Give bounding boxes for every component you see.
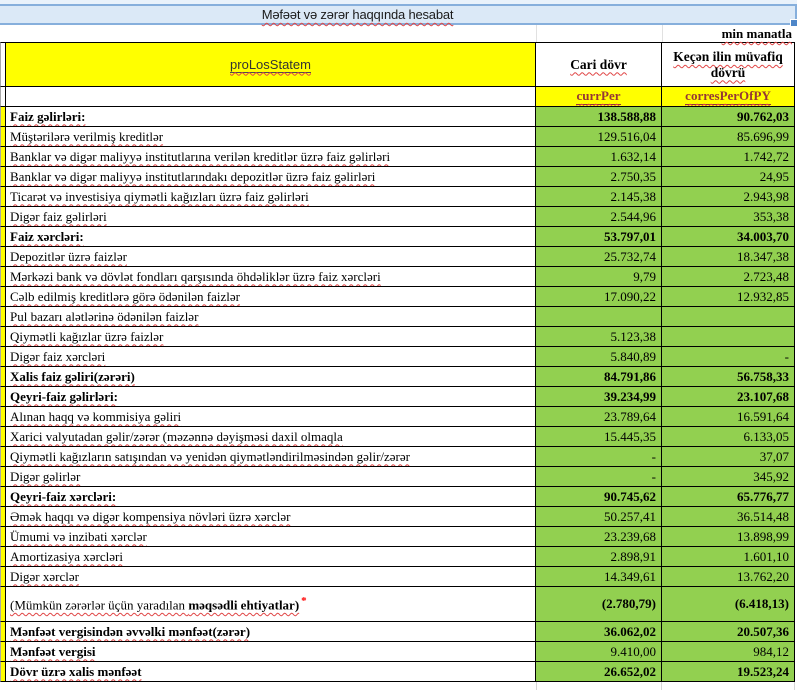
- value-previous-period: 37,07: [662, 447, 795, 467]
- row-label: Qeyri-faiz gəlirləri:: [6, 387, 536, 407]
- table-row: [0, 622, 795, 642]
- value-previous-period: 18.347,38: [662, 247, 795, 267]
- value-previous-period: 34.003,70: [662, 227, 795, 247]
- row-label: Pul bazarı alətlərinə ödənilən faizlər: [6, 307, 536, 327]
- table-row: [0, 387, 795, 407]
- row-label: Əmək haqqı və digər kompensiya növləri üzrə xərclər: [6, 507, 536, 527]
- col-header-current: Cari dövr: [536, 42, 662, 87]
- value-previous-period: [662, 327, 795, 347]
- value-previous-period: 90.762,03: [662, 107, 795, 127]
- value-previous-period: 36.514,48: [662, 507, 795, 527]
- row-label: Ümumi və inzibati xərclər: [6, 527, 536, 547]
- col-header-previous: Keçən ilin müvafiq dövrü: [662, 42, 795, 87]
- row-label: Digər faiz xərcləri: [6, 347, 536, 367]
- gridline: [662, 25, 663, 42]
- row-label: Alınan haqq və kommisiya gəliri: [6, 407, 536, 427]
- value-previous-period: 1.601,10: [662, 547, 795, 567]
- value-previous-period: 984,12: [662, 642, 795, 662]
- value-current-period: 2.898,91: [536, 547, 662, 567]
- value-current-period: 39.234,99: [536, 387, 662, 407]
- unit-note-row: [0, 25, 795, 42]
- value-current-period: 5.123,38: [536, 327, 662, 347]
- value-current-period: 26.652,02: [536, 662, 662, 682]
- row-label: Mənfəət vergisindən əvvəlki mənfəət(zərər): [6, 622, 536, 642]
- table-row: [0, 427, 795, 447]
- row-label: Digər gəlirlər: [6, 467, 536, 487]
- row-label: Mənfəət vergisi: [6, 642, 536, 662]
- value-previous-period: 20.507,36: [662, 622, 795, 642]
- empty-header-cell: [6, 87, 536, 107]
- row-label: Ticarət və investisiya qiymətli kağızları üzrə faiz gəlirləri: [6, 187, 536, 207]
- gridline: [661, 682, 662, 690]
- value-current-period: 84.791,86: [536, 367, 662, 387]
- row-label: Digər xərclər: [6, 567, 536, 587]
- table-row: [0, 507, 795, 527]
- range-code-previous[interactable]: corresPerOfPY: [662, 87, 795, 107]
- row-label: Cəlb edilmiş kreditlərə görə ödənilən faizlər: [6, 287, 536, 307]
- table-row: [0, 207, 795, 227]
- value-previous-period: 24,95: [662, 167, 795, 187]
- table-row: [0, 287, 795, 307]
- value-previous-period: 23.107,68: [662, 387, 795, 407]
- table-row: [0, 662, 795, 682]
- value-current-period: 15.445,35: [536, 427, 662, 447]
- row-label: Qiymətli kağızlar üzrə faizlər: [6, 327, 536, 347]
- row-label: (Mümkün zərərlər üçün yaradılan məqsədli ehtiyatlar) *: [6, 587, 536, 622]
- asterisk-note-marker: *: [301, 594, 307, 607]
- value-previous-period: 353,38: [662, 207, 795, 227]
- table-row: [0, 567, 795, 587]
- value-previous-period: 2.943,98: [662, 187, 795, 207]
- row-label: Digər faiz gəlirləri: [6, 207, 536, 227]
- value-previous-period: 2.723,48: [662, 267, 795, 287]
- named-range-link[interactable]: proLosStatem: [230, 56, 311, 72]
- value-current-period: 5.840,89: [536, 347, 662, 367]
- value-current-period: 138.588,88: [536, 107, 662, 127]
- value-current-period: [536, 307, 662, 327]
- value-current-period: 2.750,35: [536, 167, 662, 187]
- row-label: Faiz xərcləri:: [6, 227, 536, 247]
- table-row: [0, 107, 795, 127]
- table-row: [0, 307, 795, 327]
- value-current-period: 50.257,41: [536, 507, 662, 527]
- report-title: Məfəət və zərər haqqında hesabat: [261, 7, 454, 22]
- value-previous-period: 85.696,99: [662, 127, 795, 147]
- unit-note: min manatla: [721, 26, 792, 41]
- value-current-period: 23.239,68: [536, 527, 662, 547]
- value-current-period: 129.516,04: [536, 127, 662, 147]
- header-row-titles: [0, 42, 795, 87]
- value-current-period: 53.797,01: [536, 227, 662, 247]
- value-current-period: 2.145,38: [536, 187, 662, 207]
- table-row: [0, 527, 795, 547]
- value-current-period: 36.062,02: [536, 622, 662, 642]
- gridline: [536, 682, 537, 690]
- row-label: Qeyri-faiz xərcləri:: [6, 487, 536, 507]
- value-previous-period: 13.898,99: [662, 527, 795, 547]
- table-row: [0, 127, 795, 147]
- row-label: Dövr üzrə xalis mənfəət: [6, 662, 536, 682]
- value-current-period: 17.090,22: [536, 287, 662, 307]
- table-row: [0, 187, 795, 207]
- value-previous-period: (6.418,13): [662, 587, 795, 622]
- table-row: [0, 247, 795, 267]
- table-row: [0, 587, 795, 622]
- gridline: [794, 682, 795, 690]
- row-label: Qiymətli kağızların satışından və yenidən qiymətləndirilməsindən gəlir/zərər: [6, 447, 536, 467]
- table-row: [0, 467, 795, 487]
- value-current-period: 23.789,64: [536, 407, 662, 427]
- row-label: Depozitlər üzrə faizlər: [6, 247, 536, 267]
- table-row: [0, 447, 795, 467]
- row-label: Faiz gəlirləri:: [6, 107, 536, 127]
- table-row: [0, 167, 795, 187]
- row-label: Mərkəzi bank və dövlət fondları qarşısında öhdəliklər üzrə faiz xərcləri: [6, 267, 536, 287]
- value-previous-period: 16.591,64: [662, 407, 795, 427]
- row-label: Xalis faiz gəliri(zərəri): [6, 367, 536, 387]
- value-previous-period: 1.742,72: [662, 147, 795, 167]
- value-previous-period: 65.776,77: [662, 487, 795, 507]
- row-label: Xarici valyutadan gəlir/zərər (məzənnə dəyişməsi daxil olmaqla: [6, 427, 536, 447]
- value-previous-period: 345,92: [662, 467, 795, 487]
- table-row: [0, 227, 795, 247]
- value-current-period: 2.544,96: [536, 207, 662, 227]
- table-row: [0, 267, 795, 287]
- value-previous-period: 19.523,24: [662, 662, 795, 682]
- table-body: [0, 107, 800, 682]
- table-row: [0, 367, 795, 387]
- bottom-gridline-area: [0, 682, 795, 693]
- table-row: [0, 642, 795, 662]
- header-name-cell[interactable]: [6, 42, 536, 87]
- table-row: [0, 327, 795, 347]
- value-previous-period: -: [662, 347, 795, 367]
- row-label: Amortizasiya xərcləri: [6, 547, 536, 567]
- range-code-current[interactable]: currPer: [536, 87, 662, 107]
- value-current-period: 9,79: [536, 267, 662, 287]
- value-current-period: (2.780,79): [536, 587, 662, 622]
- value-previous-period: 56.758,33: [662, 367, 795, 387]
- row-label: Müştərilərə verilmiş kreditlər: [6, 127, 536, 147]
- value-current-period: 1.632,14: [536, 147, 662, 167]
- gridline: [536, 25, 537, 42]
- table-row: [0, 347, 795, 367]
- value-current-period: 90.745,62: [536, 487, 662, 507]
- selected-title-cell[interactable]: [0, 4, 797, 25]
- row-label: Banklar və digər maliyyə institutlarına verilən kreditlər üzrə faiz gəlirləri: [6, 147, 536, 167]
- table-row: [0, 407, 795, 427]
- table-row: [0, 147, 795, 167]
- value-current-period: 9.410,00: [536, 642, 662, 662]
- row-label: Banklar və digər maliyyə institutlarındakı depozitlər üzrə faiz gəlirləri: [6, 167, 536, 187]
- value-previous-period: 6.133,05: [662, 427, 795, 447]
- value-current-period: -: [536, 447, 662, 467]
- header-row-codes: [0, 87, 795, 107]
- table-row: [0, 487, 795, 507]
- table-row: [0, 547, 795, 567]
- value-previous-period: [662, 307, 795, 327]
- value-current-period: 25.732,74: [536, 247, 662, 267]
- value-current-period: 14.349,61: [536, 567, 662, 587]
- value-current-period: -: [536, 467, 662, 487]
- value-previous-period: 13.762,20: [662, 567, 795, 587]
- value-previous-period: 12.932,85: [662, 287, 795, 307]
